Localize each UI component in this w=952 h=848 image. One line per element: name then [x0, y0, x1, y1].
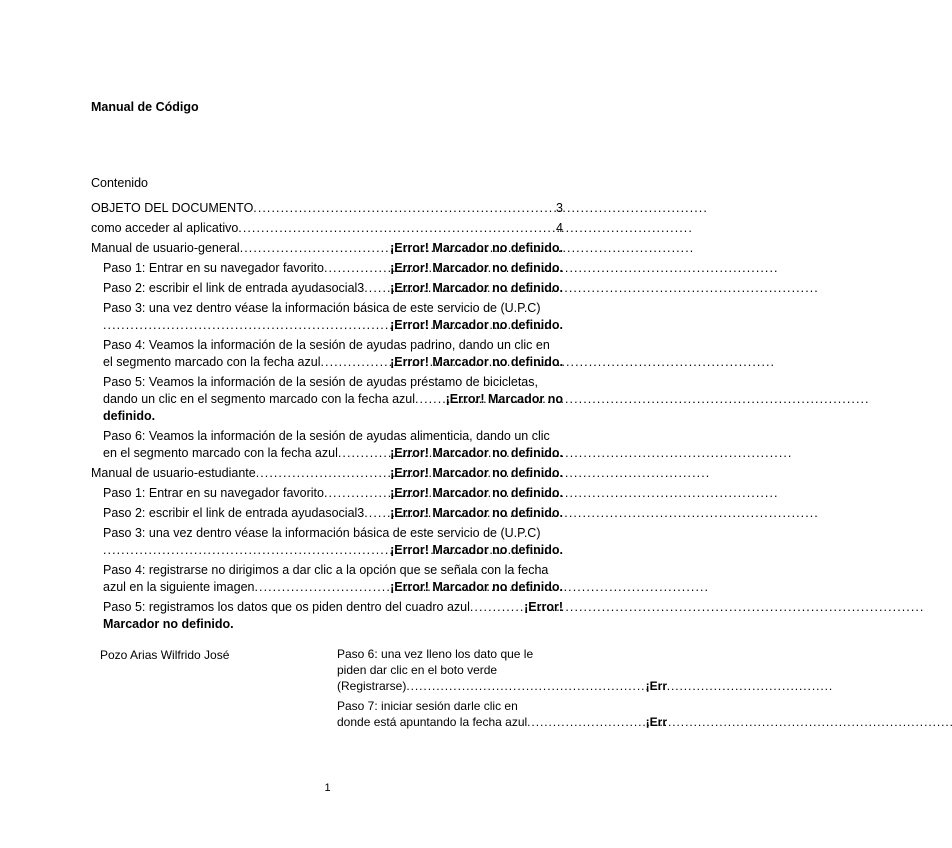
toc-error-text: ¡Error! Marcador no definido. — [390, 281, 563, 295]
dot-leader — [255, 579, 389, 596]
toc-error-text: ¡Error! Marcador no definido. — [390, 355, 563, 369]
toc-error-text: ¡Error! Marcador no definido. — [390, 261, 563, 275]
toc-error-text: ¡Error! Marcador no definido. — [390, 241, 563, 255]
toc-entry-general-paso-2[interactable] — [103, 280, 563, 297]
toc-entry-text: Paso 3: una vez dentro véase la información básica de este servicio de (U.P.C) — [103, 301, 541, 315]
toc-heading: Contenido — [91, 176, 148, 190]
document-title: Manual de Código — [91, 100, 199, 114]
toc-error-text-continued: definido. — [103, 409, 156, 423]
dot-leader — [321, 354, 389, 371]
toc-entry-text-line1: Paso 4: Veamos la información de la sesión de ayudas padrino, dando un clic en — [103, 338, 550, 352]
toc-error-text: ¡Err — [645, 679, 667, 693]
dot-leader — [406, 678, 643, 694]
toc-entry-text-line2: piden dar clic en el boto verde — [337, 663, 498, 677]
toc-entry-text-line2: donde está apuntando la fecha azul — [337, 715, 528, 729]
toc-entry-text: Paso 5: registramos los datos que os piden dentro del cuadro azul — [103, 600, 470, 614]
toc-error-text: ¡Error! Marcador no definido. — [390, 318, 563, 332]
dot-leader — [415, 391, 444, 408]
toc-entry-text-line1: Paso 5: Veamos la información de la sesión de ayudas préstamo de bicicletas, — [103, 375, 538, 389]
toc-entry-text-line1: Paso 6: Veamos la información de la sesión de ayudas alimenticia, dando un clic — [103, 429, 550, 443]
toc-entry-manual-estudiante[interactable] — [91, 465, 563, 482]
toc-error-text: ¡Error! — [524, 600, 563, 614]
toc-entry-como-acceder[interactable] — [91, 220, 563, 237]
dot-leader — [364, 280, 388, 297]
toc-entry-text: como acceder al aplicativo — [91, 221, 239, 235]
toc-entry-objeto[interactable] — [91, 200, 563, 217]
toc-error-text: ¡Error! Marcador no definido. — [390, 580, 563, 594]
toc-page-number: 3 — [556, 201, 563, 215]
toc-entry-general-paso-6[interactable] — [103, 428, 563, 462]
toc-entry-general-paso-3[interactable] — [103, 300, 563, 334]
toc-entry-general-paso-5[interactable] — [103, 374, 563, 425]
toc-entry-estudiante-paso-2[interactable] — [103, 505, 563, 522]
toc-entry-text: Manual de usuario-general — [91, 241, 240, 255]
toc-entry-estudiante-paso-7[interactable] — [337, 698, 667, 730]
toc-entry-general-paso-4[interactable] — [103, 337, 563, 371]
toc-entry-text: Paso 1: Entrar en su navegador favorito — [103, 261, 324, 275]
dot-leader — [238, 220, 554, 237]
dot-leader — [103, 542, 388, 559]
toc-entry-text: Paso 2: escribir el link de entrada ayudasocial3 — [103, 506, 365, 520]
dot-leader — [103, 317, 388, 334]
dot-leader — [324, 485, 388, 502]
toc-entry-text: Paso 3: una vez dentro véase la información básica de este servicio de (U.P.C) — [103, 526, 541, 540]
toc-entry-estudiante-paso-1[interactable] — [103, 485, 563, 502]
toc-entry-text: OBJETO DEL DOCUMENTO — [91, 201, 254, 215]
toc-entry-text-line1: Paso 7: iniciar sesión darle clic en — [337, 699, 518, 713]
toc-entry-text-line1: Paso 6: una vez lleno los dato que le — [337, 647, 534, 661]
page-number: 1 — [324, 782, 331, 794]
toc-error-text: ¡Error! Marcador no definido. — [390, 486, 563, 500]
dot-leader — [256, 465, 388, 482]
toc-entry-text-line3: (Registrarse) — [337, 679, 407, 693]
dot-leader — [470, 599, 522, 616]
dot-leader — [338, 445, 388, 462]
toc-entry-text-line2: azul en la siguiente imagen — [103, 580, 255, 594]
toc-error-text: ¡Error! Marcador no definido. — [390, 543, 563, 557]
toc-error-text: ¡Error! Marcador no definido. — [390, 466, 563, 480]
dot-leader — [527, 714, 644, 730]
author-name: Pozo Arias Wilfrido José — [100, 648, 230, 662]
toc-entry-text-line1: Paso 4: registrarse no dirigimos a dar clic a la opción que se señala con la fecha — [103, 563, 549, 577]
table-of-contents — [91, 200, 563, 636]
toc-page-number: 4 — [556, 221, 563, 235]
dot-leader — [253, 200, 554, 217]
toc-entry-estudiante-paso-4[interactable] — [103, 562, 563, 596]
toc-second-column — [337, 646, 667, 734]
toc-entry-estudiante-paso-3[interactable] — [103, 525, 563, 559]
toc-entry-text-line2: en el segmento marcado con la fecha azul — [103, 446, 338, 460]
toc-entry-text: Manual de usuario-estudiante — [91, 466, 256, 480]
toc-entry-manual-general[interactable] — [91, 240, 563, 257]
toc-error-text: ¡Err — [645, 715, 667, 729]
toc-entry-text-line2: dando un clic en el segmento marcado con la fecha azul — [103, 392, 415, 406]
toc-error-text: ¡Error! Marcador no definido. — [390, 446, 563, 460]
dot-leader — [324, 260, 388, 277]
toc-error-text-continued: Marcador no definido. — [103, 617, 234, 631]
toc-entry-text-line2: el segmento marcado con la fecha azul — [103, 355, 321, 369]
toc-entry-text: Paso 1: Entrar en su navegador favorito — [103, 486, 324, 500]
toc-entry-text: Paso 2: escribir el link de entrada ayudasocial3 — [103, 281, 365, 295]
dot-leader — [240, 240, 388, 257]
toc-error-text: ¡Error! Marcador no — [445, 392, 563, 406]
toc-error-text: ¡Error! Marcador no definido. — [390, 506, 563, 520]
toc-entry-estudiante-paso-6[interactable] — [337, 646, 667, 694]
toc-entry-general-paso-1[interactable] — [103, 260, 563, 277]
dot-leader — [364, 505, 388, 522]
toc-entry-estudiante-paso-5[interactable] — [103, 599, 563, 633]
